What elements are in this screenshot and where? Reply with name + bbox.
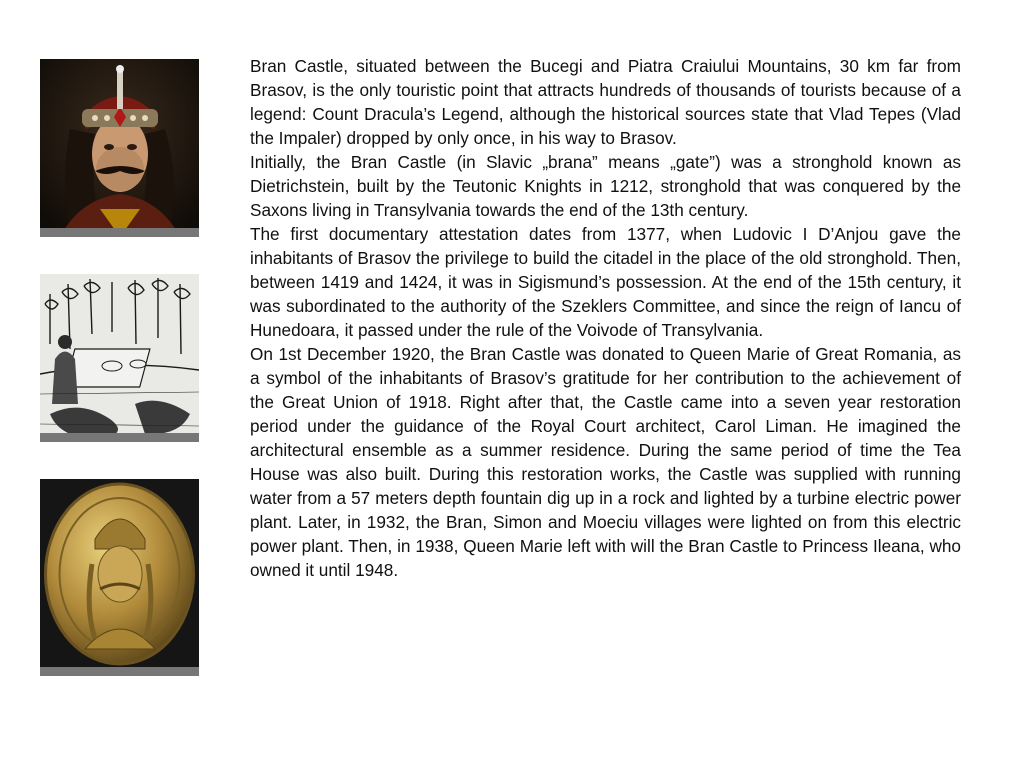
paragraph-dietrichstein-origin: Initially, the Bran Castle (in Slavic „brana” means „gate”) was a stronghold known as Dietrichstein, built by the Teutonic Knights in 1212, stronghold that was conquered by the Saxons living in Transylvania towards the end of the 13th century. [250, 152, 961, 220]
article-text [250, 54, 961, 582]
portrait-frame-bar [40, 228, 199, 237]
paragraph-queen-marie-donation: On 1st December 1920, the Bran Castle was donated to Queen Marie of Great Romania, as a symbol of the inhabitants of Brasov’s gratitude for her contribution to the achievement of the Great Union of 1918. Right after that, the Castle came into a seven year restoration period under the guidance of the Royal Court architect, Carol Liman. He imagined the architectural ensemble as a summer residence. During the same period of time the Tea House was also built. During this restoration works, the Castle was supplied with running water from a 57 meters depth fountain dig up in a rock and lighted by a turbine electric power plant. Later, in 1932, the Bran, Simon and Moeciu villages were lighted on from this electric power plant. Then, in 1938, Queen Marie left with will the Bran Castle to Princess Ileana, who owned it until 1948. [250, 344, 961, 580]
paragraph-documentary-attestation: The first documentary attestation dates from 1377, when Ludovic I D’Anjou gave the inhabitants of Brasov the privilege to build the citadel in the place of the old stronghold. Then, between 1419 and 1424, it was in Sigismund’s possession. At the end of the 15th century, it was subordinated to the authority of the Szeklers Committee, and since the reign of Iancu of Hunedoara, it passed under the rule of the Voivode of Transylvania. [250, 224, 961, 340]
woodcut-frame-bar [40, 433, 199, 442]
paragraph-bran-location: Bran Castle, situated between the Bucegi and Piatra Craiului Mountains, 30 km far from Brasov, is the only touristic point that attracts hundreds of thousands of tourists because of a legend: Count Dracula’s Legend, although the historical sources state that Vlad Tepes (Vlad the Impaler) dropped by only once, in his way to Brasov. [250, 56, 961, 148]
impalement-woodcut-image [40, 274, 199, 442]
woodcut-illustration [40, 274, 199, 442]
vlad-portrait-image [40, 59, 199, 237]
medal-illustration [40, 479, 199, 676]
medal-frame-bar [40, 667, 199, 676]
portrait-illustration [40, 59, 199, 237]
vlad-medal-image [40, 479, 199, 676]
